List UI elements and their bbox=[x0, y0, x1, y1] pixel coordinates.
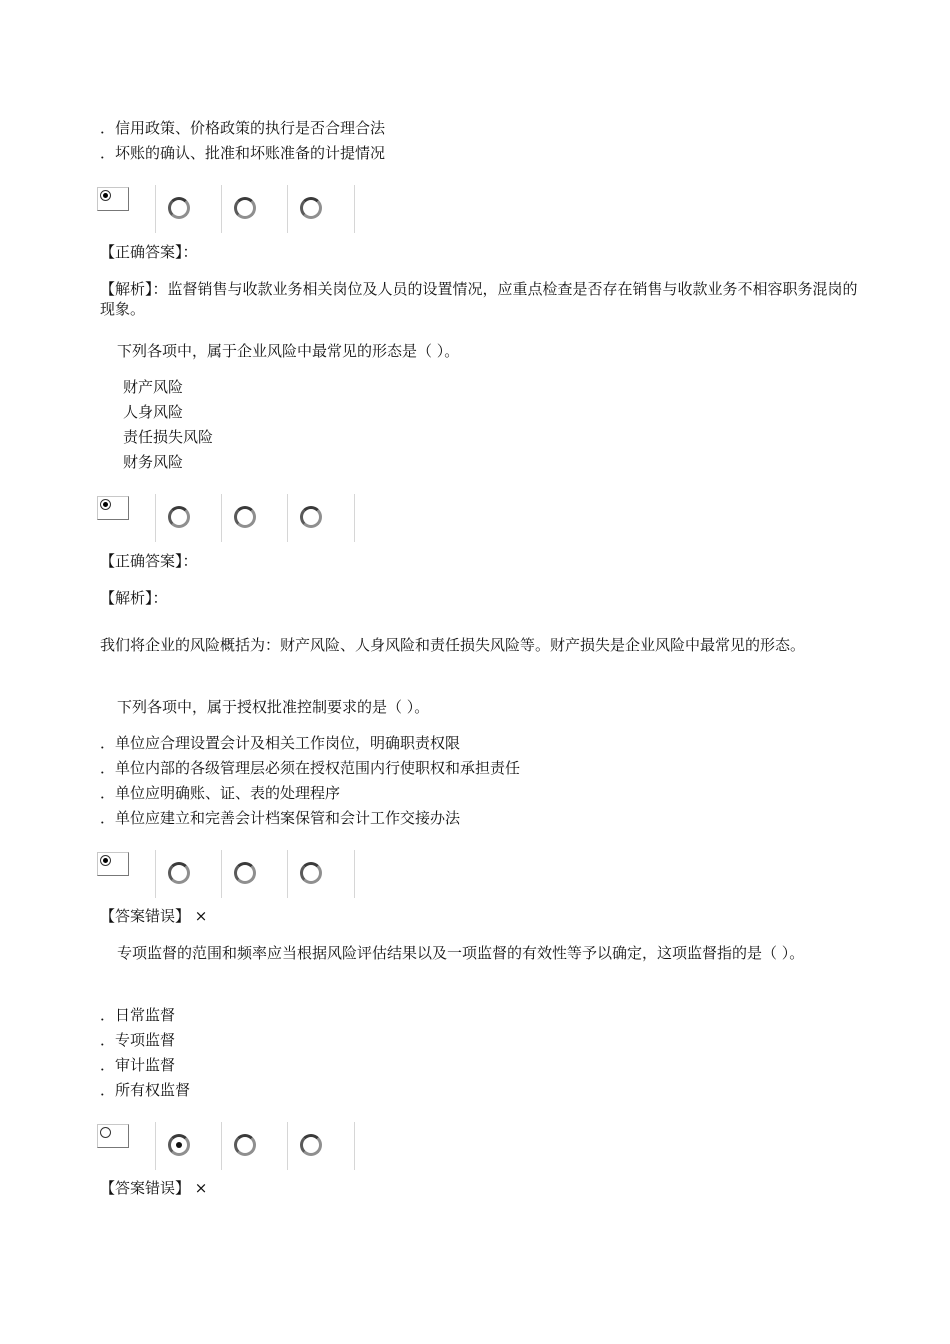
radio-a[interactable] bbox=[97, 187, 129, 211]
radio-c-cell[interactable] bbox=[221, 1122, 286, 1170]
option-d: ．坏账的确认、批准和坏账准备的计提情况 bbox=[100, 144, 386, 162]
radio-b-cell[interactable] bbox=[155, 1122, 220, 1170]
radio-b[interactable] bbox=[168, 862, 190, 884]
radio-c-cell[interactable] bbox=[221, 494, 286, 542]
radio-c[interactable] bbox=[234, 862, 256, 884]
radio-b[interactable] bbox=[168, 1134, 190, 1156]
option-b: ．专项监督 bbox=[100, 1031, 176, 1049]
radio-d-cell[interactable] bbox=[287, 1122, 355, 1170]
option-b: 人身风险 bbox=[123, 403, 184, 421]
correct-answer-label: 【正确答案】： bbox=[100, 552, 198, 570]
option-a: 财产风险 bbox=[123, 378, 184, 396]
question-text: 专项监督的范围和频率应当根据风险评估结果以及一项监督的有效性等予以确定，这项监督指的是（ ）。 bbox=[117, 944, 805, 962]
radio-d-cell[interactable] bbox=[287, 494, 355, 542]
radio-b-cell[interactable] bbox=[155, 494, 220, 542]
option-c: ．单位应明确账、证、表的处理程序 bbox=[100, 784, 341, 802]
radio-d[interactable] bbox=[300, 862, 322, 884]
radio-d-cell[interactable] bbox=[287, 185, 355, 233]
question-text: 下列各项中，属于企业风险中最常见的形态是（ ）。 bbox=[117, 342, 460, 360]
radio-d[interactable] bbox=[300, 197, 322, 219]
radio-c[interactable] bbox=[234, 506, 256, 528]
radio-c-cell[interactable] bbox=[221, 850, 286, 898]
analysis-text: 我们将企业的风险概括为：财产风险、人身风险和责任损失风险等。财产损失是企业风险中最常见的形态。 bbox=[100, 636, 806, 654]
option-c: ．信用政策、价格政策的执行是否合理合法 bbox=[100, 119, 386, 137]
analysis-label: 【解析】： bbox=[100, 589, 168, 607]
radio-c-cell[interactable] bbox=[221, 185, 286, 233]
option-d: ．所有权监督 bbox=[100, 1081, 191, 1099]
radio-a-dot bbox=[100, 855, 111, 866]
radio-b[interactable] bbox=[168, 197, 190, 219]
answer-result: 【答案错误】 × bbox=[100, 907, 208, 925]
option-a: ．日常监督 bbox=[100, 1006, 176, 1024]
option-d: 财务风险 bbox=[123, 453, 184, 471]
answer-radio-group bbox=[97, 1122, 355, 1170]
question-text: 下列各项中，属于授权批准控制要求的是（ ）。 bbox=[117, 698, 430, 716]
radio-d[interactable] bbox=[300, 506, 322, 528]
radio-a[interactable] bbox=[97, 496, 129, 520]
answer-radio-group bbox=[97, 850, 355, 898]
radio-c[interactable] bbox=[234, 197, 256, 219]
radio-a[interactable] bbox=[97, 852, 129, 876]
option-c: ．审计监督 bbox=[100, 1056, 176, 1074]
option-a: ．单位应合理设置会计及相关工作岗位，明确职责权限 bbox=[100, 734, 461, 752]
radio-d[interactable] bbox=[300, 1134, 322, 1156]
radio-a-dot bbox=[100, 190, 111, 201]
answer-radio-group bbox=[97, 494, 355, 542]
radio-b-cell[interactable] bbox=[155, 850, 220, 898]
radio-a[interactable] bbox=[97, 1124, 129, 1148]
radio-b[interactable] bbox=[168, 506, 190, 528]
analysis-text: 【解析】：监督销售与收款业务相关岗位及人员的设置情况，应重点检查是否存在销售与收款业务不相容职务混岗的现象。 bbox=[100, 280, 858, 318]
option-d: ．单位应建立和完善会计档案保管和会计工作交接办法 bbox=[100, 809, 461, 827]
radio-c[interactable] bbox=[234, 1134, 256, 1156]
radio-a-dot bbox=[100, 1127, 111, 1138]
radio-a-dot bbox=[100, 499, 111, 510]
radio-d-cell[interactable] bbox=[287, 850, 355, 898]
option-b: ．单位内部的各级管理层必须在授权范围内行使职权和承担责任 bbox=[100, 759, 521, 777]
answer-radio-group bbox=[97, 185, 355, 233]
correct-answer-label: 【正确答案】： bbox=[100, 243, 198, 261]
radio-b-cell[interactable] bbox=[155, 185, 220, 233]
answer-result: 【答案错误】 × bbox=[100, 1179, 208, 1197]
option-c: 责任损失风险 bbox=[123, 428, 214, 446]
